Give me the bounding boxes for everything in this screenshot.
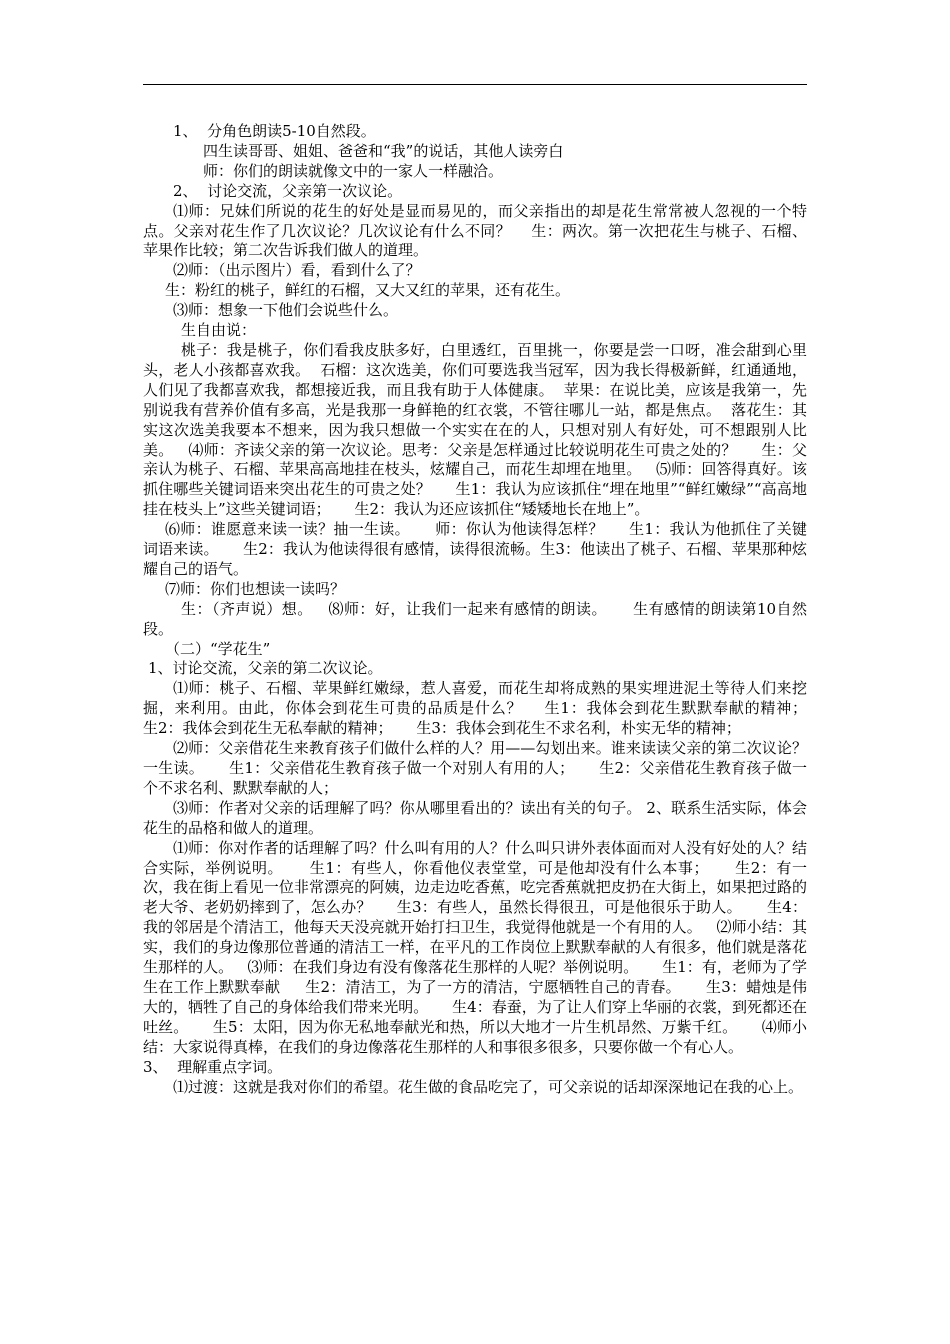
paragraph-13: 生：（齐声说）想。 ⑻师：好，让我们一起来有感情的朗读。 生有感情的朗读第10自然段。: [143, 599, 807, 638]
paragraph-6: ⑵师：（出示图片）看，看到什么了？: [173, 261, 421, 280]
paragraph-7: 生：粉红的桃子，鲜红的石榴，又大又红的苹果，还有花生。: [165, 281, 571, 300]
paragraph-8: ⑶师：想象一下他们会说些什么。: [173, 301, 399, 320]
paragraph-19: ⑴师：你对作者的话理解了吗？什么叫有用的人？什么叫只讲外表体面而对人没有好处的人？结合实际，举例说明。 生1：有些人，你看他仪表堂堂，可是他却没有什么本事； 生2：有一次，我在街上看见一位非常漂亮的阿姨，边走边吃香蕉，吃完香蕉就把皮扔在大街上，如果把过路的老大爷、老奶奶摔到了，怎么办？ 生3：有些人，虽然长得很丑，可是他很乐于助人。 生4：我的邻居是个清洁工，他每天天没亮就开始打扫卫生，我觉得他就是一个有用的人。 ⑵师小结：其实，我们的身边像那位普通的清洁工一样，在平凡的工作岗位上默默奉献的人有很多，他们就是落花生那样的人。 ⑶师：在我们身边有没有像落花生那样的人呢？举例说明。 生1：有，老师为了学生在工作上默默奉献 生2：清洁工，为了一方的清洁，宁愿牺牲自己的青春。 生3：蜡烛是伟大的，牺牲了自己的身体给我们带来光明。 生4：春蚕，为了让人们穿上华丽的衣裳，到死都还在吐丝。 生5：太阳，因为你无私地奉献光和热，所以大地才一片生机昂然、万紫千红。 ⑷师小结：大家说得真棒，在我们的身边像落花生那样的人和事很多很多，只要你做一个有心人。: [143, 838, 807, 1056]
document-body: [143, 122, 831, 1097]
paragraph-17: ⑵师：父亲借花生来教育孩子们做什么样的人？用——勾划出来。谁来读读父亲的第二次议论？一生读。 生1：父亲借花生教育孩子做一个对别人有用的人； 生2：父亲借花生教育孩子做一个不求名利、默默奉献的人；: [143, 739, 807, 797]
paragraph-21: ⑴过渡：这就是我对你们的希望。花生做的食品吃完了，可父亲说的话却深深地记在我的心上。: [173, 1077, 804, 1096]
paragraph-20: 3、 理解重点字词。: [143, 1057, 283, 1076]
paragraph-1: 1、 分角色朗读5-10自然段。: [173, 122, 376, 140]
header-rule: [143, 84, 807, 85]
paragraph-9: 生自由说：: [181, 321, 257, 340]
paragraph-2: 四生读哥哥、姐姐、爸爸和“我”的说话，其他人读旁白: [203, 141, 564, 160]
paragraph-3: 师：你们的朗读就像文中的一家人一样融洽。: [203, 161, 504, 180]
paragraph-14: （二）“学花生”: [165, 639, 271, 658]
paragraph-11: ⑹师：谁愿意来读一读？抽一生读。 师：你认为他读得怎样？ 生1：我认为他抓住了关键词语来读。 生2：我认为他读得很有感情，读得很流畅。生3：他读出了桃子、石榴、苹果那种炫耀自己的语气。: [143, 520, 807, 578]
paragraph-15: 1、讨论交流，父亲的第二次议论。: [148, 659, 383, 678]
paragraph-12: ⑺师：你们也想读一读吗？: [165, 579, 346, 598]
paragraph-10: 桃子：我是桃子，你们看我皮肤多好，白里透红，百里挑一，你要是尝一口呀，准会甜到心里头，老人小孩都喜欢我。 石榴：这次选美，你们可要选我当冠军，因为我长得极新鲜，红通通地，人们见了我都喜欢我，都想接近我，而且我有助于人体健康。 苹果：在说比美，应该是我第一，先别说我有营养价值有多高，光是我那一身鲜艳的红衣裳，不管往哪儿一站，都是焦点。 落花生：其实这次选美我要本不想来，因为我只想做一个实实在在的人，只想对别人有好处，可不想跟别人比美。 ⑷师：齐读父亲的第一次议论。思考：父亲是怎样通过比较说明花生可贵之处的？ 生：父亲认为桃子、石榴、苹果高高地挂在枝头，炫耀自己，而花生却埋在地里。 ⑸师：回答得真好。该抓住哪些关键词语来突出花生的可贵之处？ 生1：我认为应该抓住“埋在地里”“鲜红嫩绿”“高高地挂在枝头上”这些关键词语； 生2：我认为还应该抓住“矮矮地长在地上”。: [143, 340, 807, 519]
paragraph-16: ⑴师：桃子、石榴、苹果鲜红嫩绿，惹人喜爱，而花生却将成熟的果实埋进泥土等待人们来挖掘，来利用。由此，你体会到花生可贵的品质是什么？ 生1：我体会到花生默默奉献的精神； 生2：我体会到花生无私奉献的精神； 生3：我体会到花生不求名利，朴实无华的精神；: [143, 679, 831, 738]
paragraph-5: ⑴师：兄妹们所说的花生的好处是显而易见的，而父亲指出的却是花生常常被人忽视的一个特点。父亲对花生作了几次议论？几次议论有什么不同？ 生：两次。第一次把花生与桃子、石榴、苹果作比较；第二次告诉我们做人的道理。: [143, 201, 807, 260]
paragraph-4: 2、 讨论交流，父亲第一次议论。: [173, 181, 403, 200]
paragraph-18: ⑶师：作者对父亲的话理解了吗？你从哪里看出的？读出有关的句子。 2、联系生活实际，体会花生的品格和做人的道理。: [143, 798, 807, 837]
